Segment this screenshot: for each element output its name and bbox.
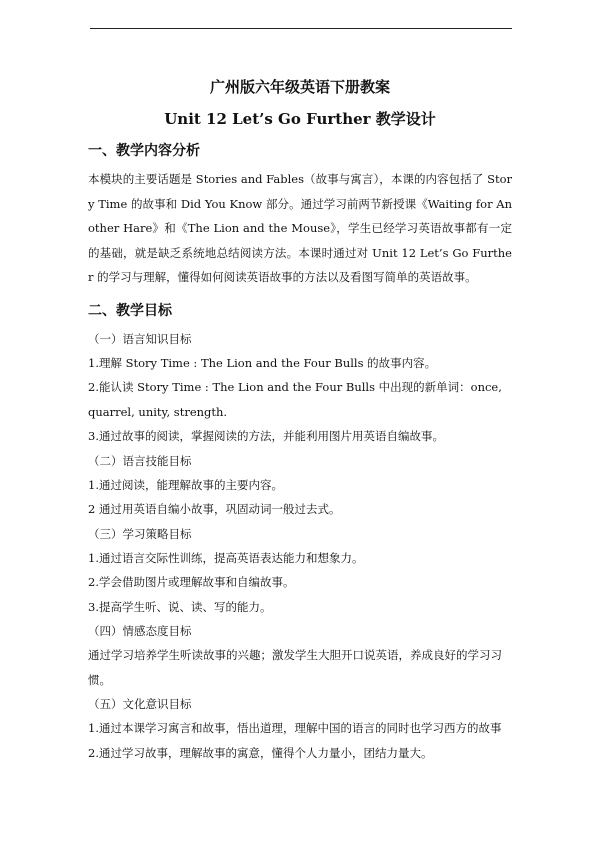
goal-item: 通过学习培养学生听读故事的兴趣；激发学生大胆开口说英语，养成良好的学习习惯。 (88, 648, 502, 687)
document-title: 广州版六年级英语下册教案 (209, 78, 390, 96)
goal-group-language-skills (88, 449, 512, 522)
goal-item: 1.通过本课学习寓言和故事，悟出道理，理解中国的语言的同时也学习西方的故事 (88, 721, 502, 735)
goal-item: 1.理解 Story Time : The Lion and the Four Bulls 的故事内容。 (88, 355, 437, 370)
section-heading-teaching-goals: 二、教学目标 (88, 302, 172, 319)
goal-group-label: （二）语言技能目标 (88, 453, 192, 468)
content-analysis-paragraph: 本模块的主要话题是 Stories and Fables（故事与寓言），本课的内容包括了 Story Time 的故事和 Did You Know 部分。通过学习前两节新授课《Waiting for Another Hare》和《The Lion and the Mouse》，学生已经学习英语故事都有一定的基础，就是缺乏系统地总结阅读方法。本课时通过对 Unit 12 Let’s Go Further 的学习与理解，懂得如何阅读英语故事的方法以及看图写简单的英语故事。 (88, 172, 512, 284)
goal-item: 3.提高学生听、说、读、写的能力。 (88, 599, 272, 614)
goal-group-label: （五）文化意识目标 (88, 697, 192, 711)
goal-item: 3.通过故事的阅读，掌握阅读的方法，并能利用图片用英语自编故事。 (88, 429, 444, 443)
document-page (88, 76, 512, 765)
goal-group-label: （四）情感态度目标 (88, 624, 192, 638)
document-subtitle: Unit 12 Let’s Go Further 教学设计 (164, 110, 436, 128)
goal-group-learning-strategies (88, 522, 512, 620)
header-rule (90, 28, 512, 29)
goal-item: 1.通过阅读，能理解故事的主要内容。 (88, 477, 283, 492)
goal-group-cultural-awareness (88, 692, 512, 765)
goal-group-language-knowledge (88, 327, 512, 449)
goal-item: 2.能认读 Story Time : The Lion and the Four Bulls 中出现的新单词：once, quarrel, unity, strength. (88, 380, 502, 419)
section-heading-content-analysis: 一、教学内容分析 (88, 143, 200, 159)
goal-item: 2.学会借助图片或理解故事和自编故事。 (88, 575, 295, 589)
goal-item: 2.通过学习故事，理解故事的寓意，懂得个人力量小，团结力量大。 (88, 745, 433, 760)
goal-group-label: （三）学习策略目标 (88, 526, 192, 541)
goal-item: 1.通过语言交际性训练，提高英语表达能力和想象力。 (88, 550, 364, 565)
goal-item: 2 通过用英语自编小故事，巩固动词一般过去式。 (88, 502, 341, 516)
goal-group-emotional-attitude (88, 619, 512, 692)
goal-group-label: （一）语言知识目标 (88, 331, 192, 346)
